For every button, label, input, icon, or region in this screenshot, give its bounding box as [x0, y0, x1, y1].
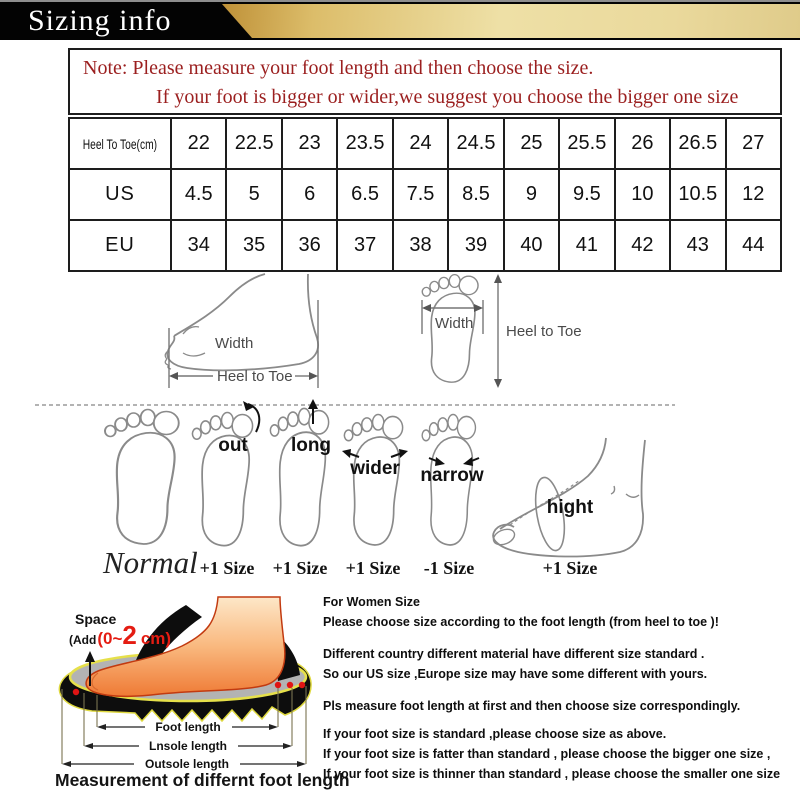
space-add-label: (Add(0~2 cm)	[69, 620, 172, 650]
side-length-label: Heel to Toe	[217, 368, 293, 385]
table-cell: 10.5	[670, 169, 725, 220]
row-header-us: US	[69, 169, 171, 220]
note-line-2: If your foot is bigger or wider,we suggest you choose the bigger one size	[156, 86, 739, 108]
table-cell: 43	[670, 220, 725, 271]
side-foot-sketch	[165, 274, 318, 370]
table-cell: 22	[171, 118, 226, 169]
info-line: Please choose size according to the foot length (from heel to toe )!	[323, 615, 719, 629]
header-bar	[0, 0, 800, 40]
foot-normal-figure	[105, 410, 179, 545]
info-line: If your foot size is standard ,please choose size as above.	[323, 727, 667, 741]
foot-length-label: Foot length	[155, 720, 221, 734]
table-cell: 8.5	[448, 169, 503, 220]
note-line-1: Note: Please measure your foot length and then choose the size.	[83, 57, 594, 79]
table-cell: 9	[504, 169, 559, 220]
size-adjust-label: +1 Size	[542, 558, 598, 578]
info-heading: For Women Size	[323, 595, 421, 609]
row-header-eu: EU	[69, 220, 171, 271]
table-cell: 40	[504, 220, 559, 271]
table-cell: 4.5	[171, 169, 226, 220]
table-cell: 25	[504, 118, 559, 169]
info-line: If your foot size is thinner than standard , please choose the smaller one size	[323, 767, 781, 781]
table-cell: 26.5	[670, 118, 725, 169]
size-adjust-label: +1 Size	[199, 558, 255, 578]
table-cell: 5	[226, 169, 281, 220]
info-line: Different country different material have different size standard .	[323, 647, 705, 661]
table-cell: 22.5	[226, 118, 281, 169]
outsole-length-label: Outsole length	[145, 757, 229, 771]
space-label: Space	[75, 611, 117, 627]
note-box	[68, 48, 782, 115]
diagram-caption: Measurement of differnt foot length	[55, 770, 350, 790]
row-header-heel-to-toe: Heel To Toe(cm)	[69, 118, 171, 169]
table-cell: 35	[226, 220, 281, 271]
info-line: Pls measure foot length at first and then choose size correspondingly.	[323, 699, 741, 713]
table-cell: 39	[448, 220, 503, 271]
foot-wider-figure	[344, 415, 402, 545]
table-cell: 42	[615, 220, 670, 271]
page-title: Sizing info	[28, 4, 172, 37]
table-cell: 9.5	[559, 169, 614, 220]
table-cell: 24	[393, 118, 448, 169]
foot-type-name: long	[290, 435, 332, 456]
table-row-eu	[69, 220, 781, 271]
foot-long-figure	[270, 408, 328, 545]
table-cell: 41	[559, 220, 614, 271]
foot-type-name: out	[218, 435, 248, 456]
foot-out-figure	[192, 413, 252, 546]
foot-type-name: hight	[546, 497, 594, 518]
table-cell: 27	[726, 118, 781, 169]
table-cell: 23	[282, 118, 337, 169]
top-length-label: Heel to Toe	[506, 323, 582, 340]
info-line: If your foot size is fatter than standard , please choose the bigger one size ,	[323, 747, 771, 761]
table-cell: 38	[393, 220, 448, 271]
normal-label: Normal	[103, 545, 198, 580]
table-cell: 23.5	[337, 118, 392, 169]
size-adjust-label: +1 Size	[345, 558, 401, 578]
info-panel	[323, 592, 793, 784]
table-cell: 34	[171, 220, 226, 271]
top-length-arrow	[494, 274, 502, 388]
table-row-us	[69, 169, 781, 220]
top-width-label: Width	[435, 315, 474, 332]
foot-types-row	[30, 396, 680, 591]
size-adjust-label: +1 Size	[272, 558, 328, 578]
table-cell: 7.5	[393, 169, 448, 220]
measuring-diagram	[95, 270, 585, 402]
table-cell: 12	[726, 169, 781, 220]
shoe-measurement-diagram	[40, 593, 330, 783]
side-width-label: Width	[215, 335, 254, 352]
table-cell: 6.5	[337, 169, 392, 220]
table-cell: 25.5	[559, 118, 614, 169]
table-cell: 6	[282, 169, 337, 220]
foot-type-name: wider	[350, 458, 400, 479]
table-cell: 44	[726, 220, 781, 271]
info-line: So our US size ,Europe size may have some different with yours.	[323, 667, 708, 681]
gold-ribbon	[222, 4, 800, 38]
insole-length-label: Lnsole length	[149, 739, 227, 753]
table-cell: 24.5	[448, 118, 503, 169]
size-adjust-label: -1 Size	[423, 558, 475, 578]
table-cell: 10	[615, 169, 670, 220]
table-cell: 37	[337, 220, 392, 271]
foot-type-name: narrow	[420, 465, 484, 486]
table-cell: 36	[282, 220, 337, 271]
size-table	[68, 117, 782, 272]
table-row-heel-to-toe	[69, 118, 781, 169]
table-cell: 26	[615, 118, 670, 169]
